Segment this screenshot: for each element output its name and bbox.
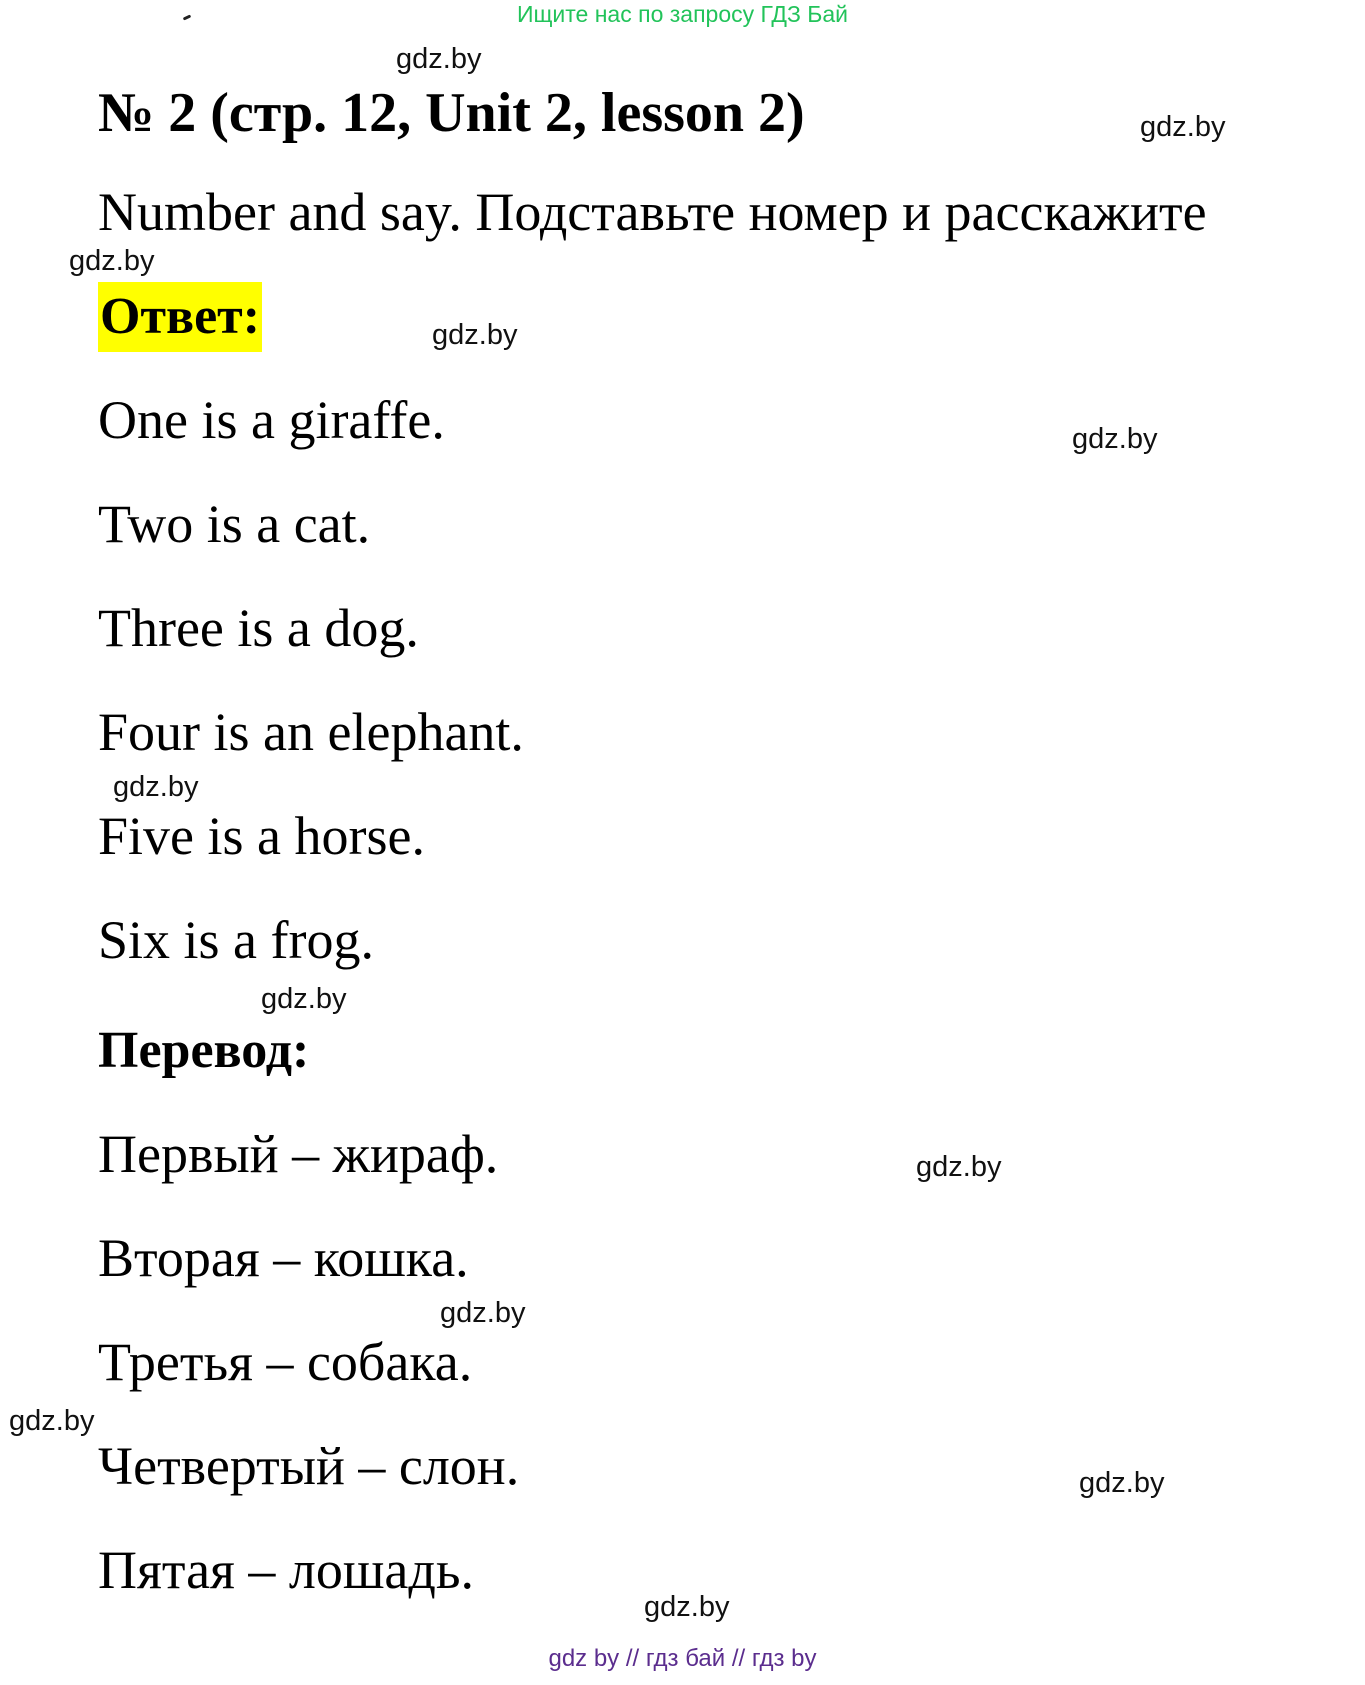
translation-line: Четвертый – слон.	[98, 1436, 520, 1496]
answer-label: Ответ:	[98, 282, 262, 352]
answer-line: One is a giraffe.	[98, 390, 445, 450]
watermark: gdz.by	[113, 771, 199, 803]
answer-line: Five is a horse.	[98, 806, 425, 866]
answer-line: Two is a cat.	[98, 494, 371, 554]
top-banner: Ищите нас по запросу ГДЗ Бай	[516, 1, 849, 27]
translation-line: Первый – жираф.	[98, 1124, 499, 1184]
answer-line: Three is a dog.	[98, 598, 419, 658]
translation-line: Пятая – лошадь.	[98, 1540, 474, 1600]
footer-links: gdz by // гдз бай // гдз by	[548, 1645, 817, 1672]
task-instruction: Number and say. Подставьте номер и расскажите	[98, 182, 1207, 242]
answer-line: Four is an elephant.	[98, 702, 524, 762]
watermark: gdz.by	[9, 1405, 95, 1437]
translation-line: Третья – собака.	[98, 1332, 473, 1392]
watermark: gdz.by	[1140, 111, 1226, 143]
translation-label: Перевод:	[98, 1022, 310, 1079]
answer-line: Six is a frog.	[98, 910, 374, 970]
watermark: gdz.by	[261, 983, 347, 1015]
watermark: gdz.by	[69, 245, 155, 277]
watermark: gdz.by	[1072, 423, 1158, 455]
watermark: gdz.by	[432, 319, 518, 351]
exercise-title: № 2 (стр. 12, Unit 2, lesson 2)	[98, 82, 805, 144]
watermark: gdz.by	[440, 1297, 526, 1329]
watermark: gdz.by	[396, 43, 482, 75]
translation-line: Вторая – кошка.	[98, 1228, 469, 1288]
watermark: gdz.by	[644, 1591, 730, 1623]
watermark: gdz.by	[1079, 1467, 1165, 1499]
watermark: gdz.by	[916, 1151, 1002, 1183]
